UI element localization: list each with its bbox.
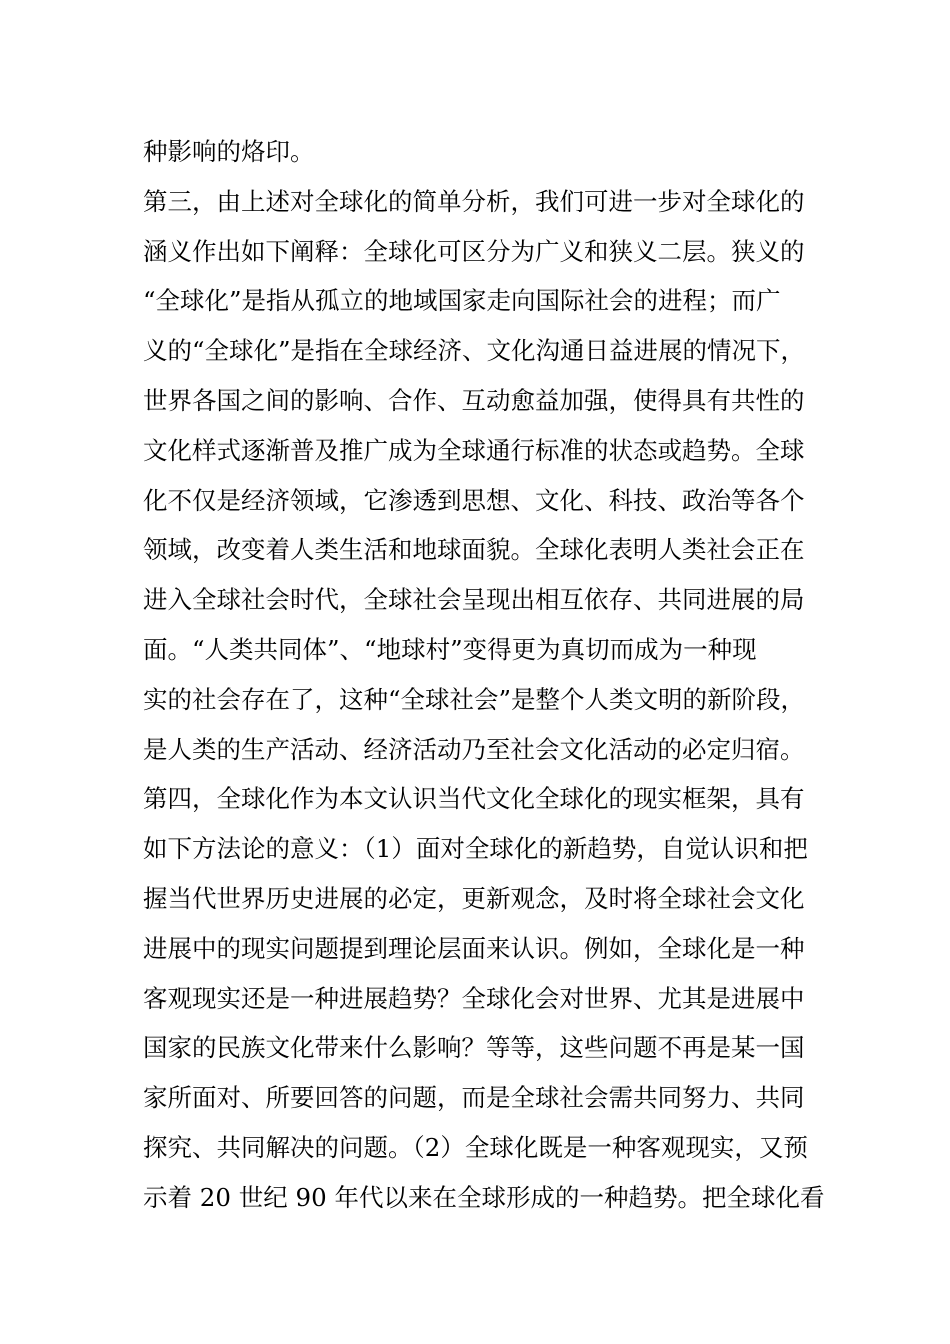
text-line: 第三，由上述对全球化的简单分析，我们可进一步对全球化的 bbox=[143, 186, 805, 216]
text-line: 化不仅是经济领域，它渗透到思想、文化、科技、政治等各个 bbox=[143, 485, 805, 515]
text-line: 种影响的烙印。 bbox=[143, 137, 315, 166]
body-text bbox=[143, 127, 833, 1223]
text-line: 握当代世界历史进展的必定，更新观念，及时将全球社会文化 bbox=[143, 883, 805, 913]
text-line: 示着 20 世纪 90 年代以来在全球形成的一种趋势。把全球化看 bbox=[143, 1182, 825, 1212]
text-line: “全球化”是指从孤立的地域国家走向国际社会的进程；而广 bbox=[143, 286, 781, 316]
text-line: 客观现实还是一种进展趋势？全球化会对世界、尤其是进展中 bbox=[143, 983, 805, 1013]
text-line: 国家的民族文化带来什么影响？等等，这些问题不再是某一国 bbox=[143, 1033, 805, 1063]
text-line: 第四，全球化作为本文认识当代文化全球化的现实框架，具有 bbox=[143, 784, 805, 814]
text-line: 世界各国之间的影响、合作、互动愈益加强，使得具有共性的 bbox=[143, 385, 805, 415]
text-line: 探究、共同解决的问题。（2）全球化既是一种客观现实，又预 bbox=[143, 1132, 808, 1162]
text-line: 进展中的现实问题提到理论层面来认识。例如，全球化是一种 bbox=[143, 933, 805, 963]
text-line: 涵义作出如下阐释：全球化可区分为广义和狭义二层。狭义的 bbox=[143, 236, 805, 266]
text-line: 义的“全球化”是指在全球经济、文化沟通日益进展的情况下， bbox=[143, 336, 806, 366]
text-line: 家所面对、所要回答的问题，而是全球社会需共同努力、共同 bbox=[143, 1083, 805, 1113]
text-line: 进入全球社会时代，全球社会呈现出相互依存、共同进展的局 bbox=[143, 585, 805, 615]
text-line: 面。“人类共同体”、“地球村”变得更为真切而成为一种现 bbox=[143, 634, 757, 664]
text-line: 如下方法论的意义：（1）面对全球化的新趋势，自觉认识和把 bbox=[143, 834, 808, 864]
text-line: 领域，改变着人类生活和地球面貌。全球化表明人类社会正在 bbox=[143, 535, 805, 565]
text-line: 是人类的生产活动、经济活动乃至社会文化活动的必定归宿。 bbox=[143, 734, 805, 764]
text-line: 实的社会存在了，这种“全球社会”是整个人类文明的新阶段， bbox=[143, 684, 806, 714]
text-line: 文化样式逐渐普及推广成为全球通行标准的状态或趋势。全球 bbox=[143, 435, 805, 465]
